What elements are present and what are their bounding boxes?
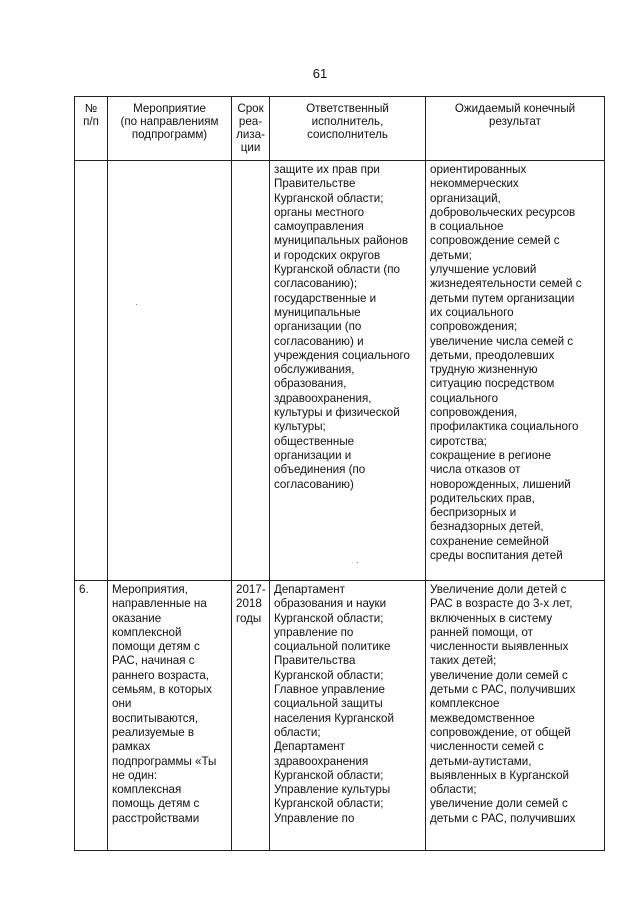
cell-line: комплексная (112, 783, 182, 797)
cell-line: помощи детям с (112, 640, 200, 654)
table-row (75, 161, 605, 581)
cell-line: населения Курганской (274, 711, 394, 725)
table-header-row (75, 97, 605, 161)
cell-line: ситуацию посредством (430, 377, 555, 391)
cell-line: межведомственное (430, 711, 535, 725)
row1-executor-cell (270, 161, 426, 581)
cell-line: Курганской области; (274, 797, 384, 811)
cell-line: включенных в систему (430, 611, 553, 625)
cell-line: Главное управление (274, 683, 385, 697)
cell-line: ориентированных (430, 163, 527, 176)
cell-line: муниципальных районов (274, 234, 409, 248)
cell-line: они (112, 697, 132, 711)
cell-line: ранней помощи, от (430, 625, 533, 639)
cell-line: самоуправления (274, 220, 364, 234)
cell-line: сиротства; (430, 434, 487, 448)
cell-line: расстройствами (112, 811, 200, 825)
cell-line: раннего возраста, (112, 668, 209, 682)
cell-line: сокращение в регионе (430, 448, 552, 462)
cell-line: родительских прав, (430, 491, 535, 505)
cell-line: улучшение условий (430, 263, 537, 277)
cell-line: социального (430, 391, 499, 405)
header-result: Ожидаемый конечный результат (426, 97, 605, 161)
cell-line: таких детей; (430, 654, 497, 668)
cell-line: детьми с РАС, получивших (430, 811, 576, 825)
cell-line: РАС, начиная с (112, 654, 195, 668)
cell-line: органы местного (274, 205, 365, 219)
cell-line: учреждения социального (274, 348, 410, 362)
cell-line: численности выявленных (430, 640, 569, 654)
cell-line: муниципальные (274, 305, 361, 319)
cell-line: сопровождение семей с (430, 234, 560, 248)
cell-line: обслуживания, (274, 363, 355, 377)
cell-line: Управление по (274, 811, 355, 825)
cell-line: увеличение доли семей с (430, 668, 568, 682)
cell-line: Курганской области; (274, 768, 384, 782)
cell-line: 2017- (236, 583, 266, 596)
cell-line: помощь детям с (112, 797, 200, 811)
cell-line: Правительстве (274, 177, 356, 191)
cell-line: защите их прав при (274, 163, 380, 176)
cell-line: трудную жизненную (430, 363, 538, 377)
row1-num-cell (75, 161, 108, 581)
cell-line: детьми-аутистами, (430, 754, 532, 768)
header-num: № п/п (75, 97, 108, 161)
cell-line: социальной защиты (274, 697, 383, 711)
cell-line: среды воспитания детей (430, 549, 563, 563)
cell-line: воспитываются, (112, 711, 199, 725)
cell-line: объединения (по (274, 463, 366, 477)
cell-line: Курганской области; (274, 668, 384, 682)
cell-line: Курганской области (по (274, 263, 401, 277)
cell-line: социальной политике (274, 640, 391, 654)
cell-line: подпрограммы «Ты (112, 754, 217, 768)
cell-line: направленные на (112, 597, 207, 611)
cell-line: Курганской области; (274, 191, 384, 205)
cell-line: новорожденных, лишений (430, 477, 571, 491)
row2-result-cell (426, 581, 605, 851)
cell-line: годы (236, 611, 262, 625)
header-executor: Ответственный исполнитель, соисполнитель (270, 97, 426, 161)
cell-line: и городских округов (274, 248, 381, 262)
cell-line: Мероприятия, (112, 583, 188, 596)
cell-line: детьми, преодолевших (430, 348, 555, 362)
stray-mark: · (135, 300, 138, 309)
cell-line: согласованию) и (274, 334, 364, 348)
cell-line: их социального (430, 305, 514, 319)
cell-line: безнадзорных детей, (430, 520, 544, 534)
cell-line: выявленных в Курганской (430, 768, 570, 782)
cell-line: Управление культуры (274, 783, 391, 797)
cell-line: области; (430, 783, 477, 797)
cell-line: Правительства (274, 654, 356, 668)
cell-line: добровольческих ресурсов (430, 205, 576, 219)
cell-line: культуры; (274, 420, 326, 434)
cell-line: увеличение доли семей с (430, 797, 568, 811)
row1-term-cell (232, 161, 270, 581)
cell-line: некоммерческих (430, 177, 519, 191)
cell-line: Увеличение доли детей с (430, 583, 567, 596)
header-term: Срок реа- лиза- ции (232, 97, 270, 161)
cell-line: общественные (274, 434, 355, 448)
page-number: 61 (312, 66, 328, 81)
cell-line: численности семей с (430, 740, 544, 754)
cell-line: организации (по (274, 320, 362, 334)
cell-line: здравоохранения, (274, 391, 372, 405)
cell-line: комплексной (112, 625, 182, 639)
cell-line: образования и науки (274, 597, 387, 611)
program-table (74, 96, 605, 851)
cell-line: 2018 (236, 597, 262, 611)
row2-num-cell: 6. (75, 581, 108, 851)
row2-event-cell (108, 581, 232, 851)
cell-line: государственные и (274, 291, 377, 305)
cell-line: Курганской области; (274, 611, 384, 625)
cell-line: области; (274, 725, 321, 739)
row1-event-cell (108, 161, 232, 581)
cell-line: здравоохранения (274, 754, 369, 768)
cell-line: комплексное (430, 697, 500, 711)
cell-line: детьми с РАС, получивших (430, 683, 576, 697)
cell-line: образования, (274, 377, 347, 391)
cell-line: сопровождение, от общей (430, 725, 571, 739)
cell-line: организаций, (430, 191, 501, 205)
cell-line: управление по (274, 625, 354, 639)
cell-line: в социальное (430, 220, 504, 234)
cell-line: рамках (112, 740, 151, 754)
cell-line: Департамент (274, 583, 345, 596)
cell-line: организации и (274, 448, 352, 462)
stray-mark: · (356, 558, 359, 567)
cell-line: реализуемые в (112, 725, 195, 739)
cell-line: сохранение семейной (430, 534, 549, 548)
cell-line: согласованию) (274, 477, 354, 491)
cell-line: увеличение числа семей с (430, 334, 574, 348)
cell-line: культуры и физической (274, 406, 400, 420)
cell-line: оказание (112, 611, 162, 625)
cell-line: сопровождения; (430, 320, 518, 334)
table-row (75, 581, 605, 851)
cell-line: детьми; (430, 248, 472, 262)
cell-line: жизнедеятельности семей с (430, 277, 582, 291)
cell-line: беспризорных и (430, 506, 517, 520)
cell-line: детьми путем организации (430, 291, 575, 305)
cell-line: Департамент (274, 740, 345, 754)
cell-line: согласованию); (274, 277, 358, 291)
cell-line: РАС в возрасте до 3-х лет, (430, 597, 573, 611)
row2-executor-cell (270, 581, 426, 851)
cell-line: числа отказов от (430, 463, 521, 477)
cell-line: семьям, в которых (112, 683, 212, 697)
header-event: Мероприятие (по направлениям подпрограмм) (108, 97, 232, 161)
row2-term-cell (232, 581, 270, 851)
cell-line: профилактика социального (430, 420, 579, 434)
row1-result-cell (426, 161, 605, 581)
cell-line: сопровождения, (430, 406, 518, 420)
cell-line: не один: (112, 768, 158, 782)
